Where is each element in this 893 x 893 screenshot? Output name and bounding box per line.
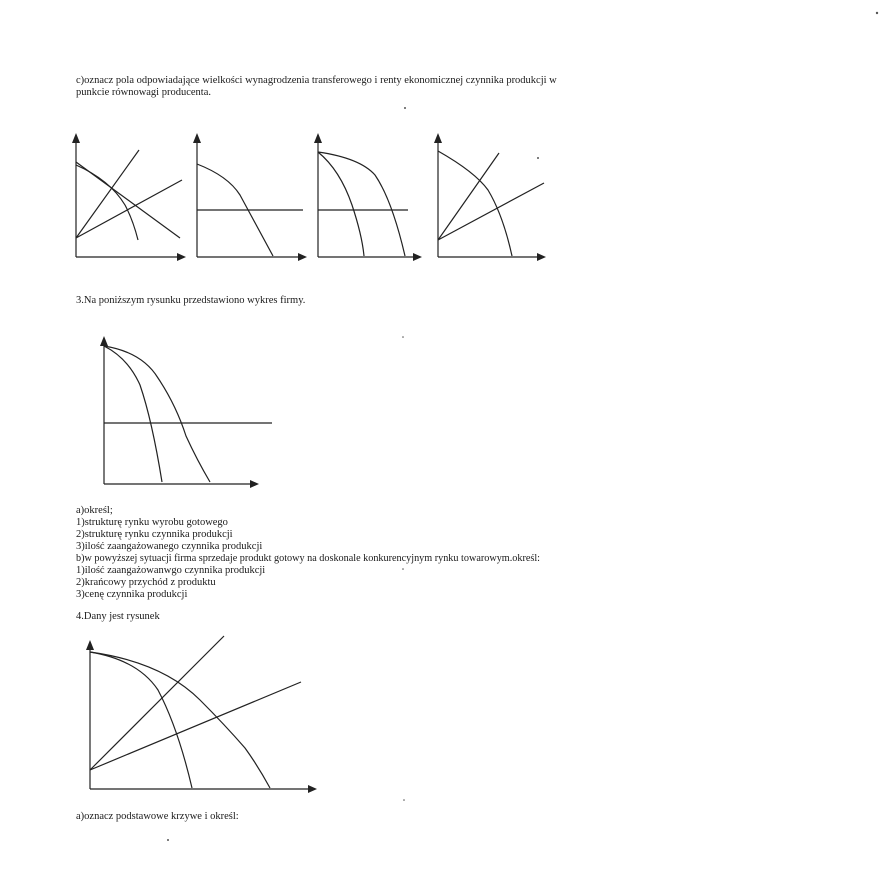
graph-2-x-arrow xyxy=(298,253,307,261)
graph-3-x-arrow xyxy=(413,253,422,261)
graph-s4-y-arrow xyxy=(86,640,94,650)
graph-4-flat-rising-line xyxy=(438,183,544,240)
section-3-a-item-3: 3)ilość zaangażowanego czynnika produkcji xyxy=(76,541,263,552)
speck xyxy=(167,839,169,841)
graph-s3-y-arrow xyxy=(100,336,108,346)
speck xyxy=(404,107,406,109)
graph-s3-inner-curve xyxy=(104,346,162,482)
section-3-heading: 3.Na poniższym rysunku przedstawiono wykres firmy. xyxy=(76,295,306,306)
graph-section-4 xyxy=(86,636,317,793)
section-c-line1: c)oznacz pola odpowiadające wielkości wynagrodzenia transferowego i renty ekonomicznej czynnika produkcji w xyxy=(76,75,557,86)
section-c-line2: punkcie równowagi producenta. xyxy=(76,87,211,98)
graph-1-y-arrow xyxy=(72,133,80,143)
section-3-b-item-3: 3)cenę czynnika produkcji xyxy=(76,589,188,600)
graph-1-falling-curve xyxy=(76,165,138,240)
graph-s4-inner-curve xyxy=(90,652,192,788)
section-3-a-item-2: 2)strukturę rynku czynnika produkcji xyxy=(76,529,233,540)
graph-1-flat-rising-line xyxy=(76,180,182,238)
speck xyxy=(403,799,405,801)
section-3-b-item-1: 1)ilość zaangażowanwgo czynnika produkcji xyxy=(76,565,266,576)
speck xyxy=(876,12,878,14)
section-4-heading: 4.Dany jest rysunek xyxy=(76,611,160,622)
graph-s4-outer-curve xyxy=(90,652,270,788)
graph-section-3 xyxy=(100,336,272,488)
graph-2-y-arrow xyxy=(193,133,201,143)
graph-4 xyxy=(434,133,546,261)
section-3-a-label: a)określ; xyxy=(76,505,113,516)
graph-1 xyxy=(72,133,186,261)
speck xyxy=(537,157,539,159)
graph-4-y-arrow xyxy=(434,133,442,143)
graph-s3-outer-curve xyxy=(104,346,210,482)
graph-3-inner-curve xyxy=(318,152,364,256)
graph-1-x-arrow xyxy=(177,253,186,261)
section-4-a-label: a)oznacz podstawowe krzywe i określ: xyxy=(76,811,239,822)
graph-s3-x-arrow xyxy=(250,480,259,488)
section-3-b-item-2: 2)krańcowy przychód z produktu xyxy=(76,577,216,588)
section-3-b-label: b)w powyższej sytuacji firma sprzedaje produkt gotowy na doskonale konkurencyjnym rynku towarowym.określ: xyxy=(76,553,540,564)
speck xyxy=(402,568,404,570)
speck xyxy=(402,336,404,338)
graph-3 xyxy=(314,133,422,261)
graph-s4-x-arrow xyxy=(308,785,317,793)
graph-4-x-arrow xyxy=(537,253,546,261)
section-3-a-item-1: 1)strukturę rynku wyrobu gotowego xyxy=(76,517,228,528)
graph-4-falling-curve xyxy=(438,151,512,256)
graph-4-steep-rising-line xyxy=(438,153,499,240)
graph-2 xyxy=(193,133,307,261)
graph-1-steep-rising-line xyxy=(76,150,139,238)
graph-3-y-arrow xyxy=(314,133,322,143)
